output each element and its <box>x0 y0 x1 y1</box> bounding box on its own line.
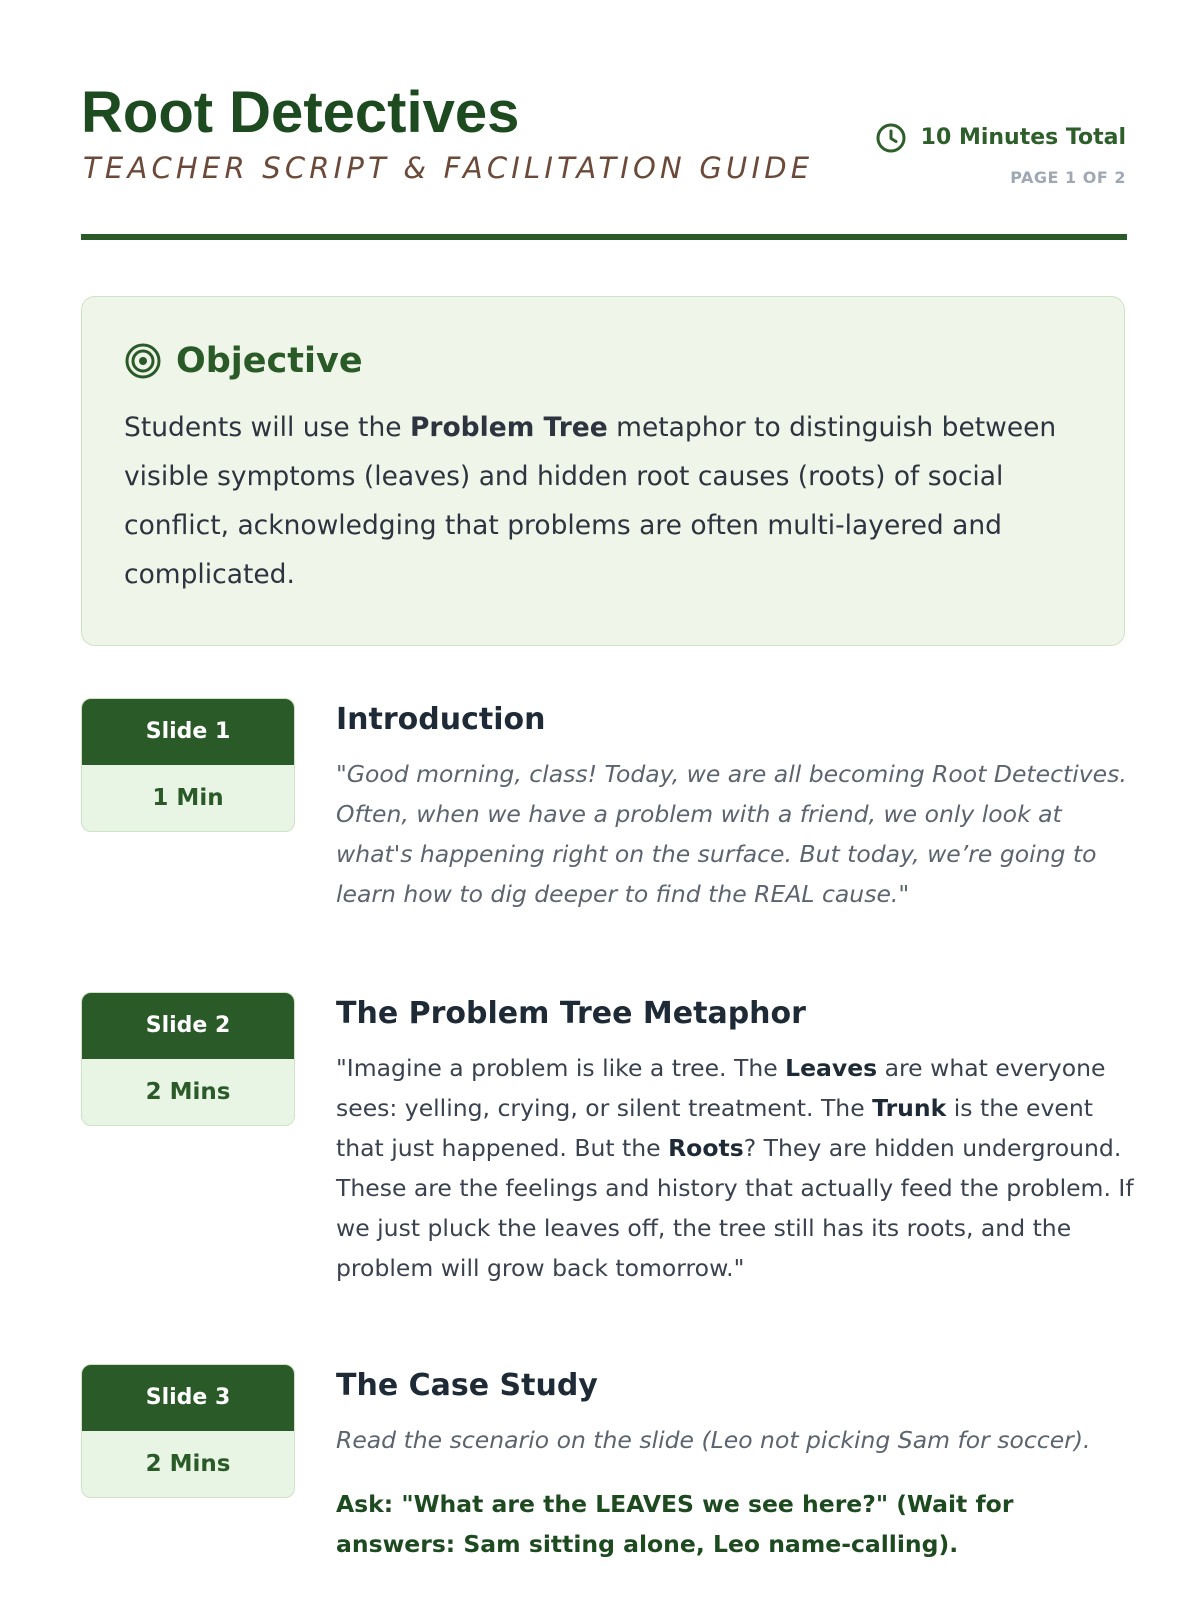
script-text: "Imagine a problem is like a tree. The <box>336 1054 786 1082</box>
clock-icon <box>875 122 907 154</box>
slide-badge <box>81 698 295 832</box>
target-icon <box>124 342 162 380</box>
slide-label: Slide 3 <box>82 1365 294 1431</box>
header-divider <box>81 234 1127 240</box>
objective-text-start: Students will use the <box>124 412 410 443</box>
total-duration <box>875 122 1126 154</box>
script-text: is the event that just happened. But the <box>336 1094 1093 1162</box>
slide-title: Introduction <box>336 702 546 737</box>
page-subtitle: TEACHER SCRIPT & FACILITATION GUIDE <box>83 151 814 185</box>
slide-badge <box>81 1364 295 1498</box>
objective-heading: Objective <box>176 341 363 381</box>
slide-label: Slide 2 <box>82 993 294 1059</box>
page-title: Root Detectives <box>81 80 520 145</box>
objective-box <box>81 296 1125 646</box>
slide-duration: 2 Mins <box>145 1079 231 1105</box>
slide-title: The Problem Tree Metaphor <box>336 996 806 1031</box>
slide-badge <box>81 992 295 1126</box>
script-keyword: Trunk <box>872 1094 947 1122</box>
script-keyword: Roots <box>668 1134 744 1162</box>
slide-instruction: Read the scenario on the slide (Leo not picking Sam for soccer). <box>336 1426 1091 1454</box>
objective-header <box>124 339 363 383</box>
slide-duration: 1 Min <box>152 785 224 811</box>
script-keyword: Leaves <box>785 1054 878 1082</box>
duration-label: 10 Minutes Total <box>920 125 1126 150</box>
slide-title: The Case Study <box>336 1368 598 1403</box>
slide-label: Slide 1 <box>82 699 294 765</box>
objective-text-highlight: Problem Tree <box>409 412 608 443</box>
slide-body <box>336 1420 1136 1564</box>
objective-text <box>124 403 1084 599</box>
script-text: are what everyone sees: yelling, crying, or silent treatment. The <box>336 1054 1106 1122</box>
script-text: ? They are hidden underground. These are the feelings and history that actually feed the problem. If we just pluck the leaves off, the tree still has its roots, and the problem will grow back tomorrow." <box>336 1134 1134 1282</box>
slide-script: "Good morning, class! Today, we are all becoming Root Detectives. Often, when we have a problem with a friend, we only look at what's happening right on the surface. But today, we’re going to learn how to dig deeper to find the REAL cause." <box>336 760 1127 908</box>
slide-script <box>336 1048 1136 1288</box>
objective-text-end: metaphor to distinguish between visible symptoms (leaves) and hidden root causes (roots) of social conflict, acknowledging that problems are often multi-layered and complicated. <box>124 412 1057 590</box>
slide-ask-prompt: Ask: "What are the LEAVES we see here?" (Wait for answers: Sam sitting alone, Leo name-calling). <box>336 1490 1014 1558</box>
slide-body <box>336 754 1136 914</box>
slide-duration: 2 Mins <box>145 1451 231 1477</box>
page-indicator: PAGE 1 OF 2 <box>1010 168 1126 187</box>
slide-body <box>336 1048 1136 1288</box>
